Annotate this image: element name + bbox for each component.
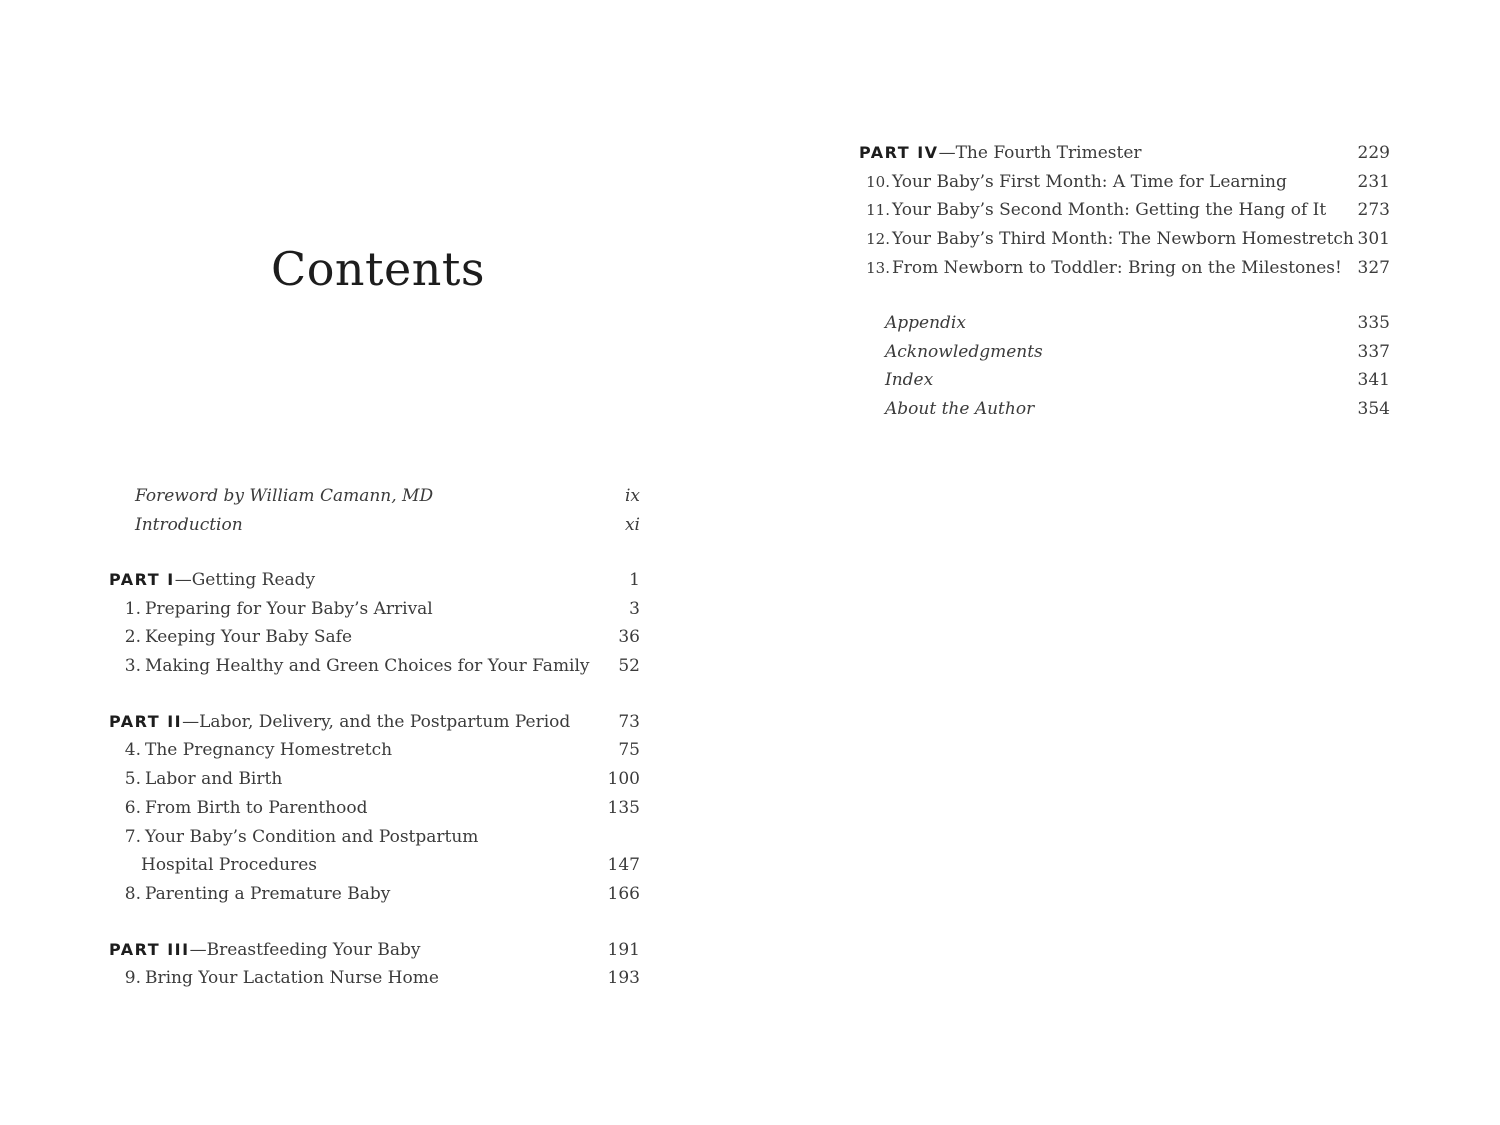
chapter-page: 193	[607, 968, 640, 989]
toc-chapter-4[interactable]	[109, 736, 640, 765]
toc-part-2[interactable]	[109, 708, 640, 737]
toc-entry-foreword[interactable]	[135, 482, 640, 511]
part-page: 229	[1357, 143, 1390, 163]
part-page: 73	[618, 711, 640, 732]
part-label: PART III	[109, 939, 190, 959]
toc-entry-acknowledgments[interactable]	[885, 338, 1390, 367]
chapter-number: 11.	[866, 201, 890, 220]
toc-chapter-5[interactable]	[109, 765, 640, 794]
part-dash: —	[174, 570, 192, 590]
front-matter-list	[135, 482, 640, 539]
entry-page: 341	[1357, 370, 1390, 391]
entry-title: Appendix	[885, 313, 966, 333]
toc-chapter-3[interactable]	[109, 652, 640, 681]
entry-title: About the Author	[885, 399, 1035, 420]
chapter-number: 6.	[124, 797, 141, 818]
chapter-page: 301	[1357, 229, 1390, 250]
chapter-number: 10.	[866, 172, 890, 191]
chapter-number: 9.	[124, 968, 141, 989]
toc-right-column	[859, 139, 1390, 282]
chapter-title: Your Baby’s Condition and Postpartum	[145, 826, 479, 847]
chapter-title: Parenting a Premature Baby	[145, 883, 391, 904]
chapter-number: 7.	[124, 826, 141, 847]
part-dash: —	[189, 939, 207, 960]
chapter-page: 166	[607, 883, 640, 904]
part-page: 191	[607, 939, 640, 960]
part-title: Breastfeeding Your Baby	[206, 939, 421, 960]
part-label: PART IV	[859, 143, 939, 162]
toc-chapter-2[interactable]	[109, 623, 640, 652]
chapter-page: 231	[1357, 171, 1390, 192]
chapter-number: 13.	[866, 258, 890, 277]
entry-page: 337	[1357, 341, 1390, 362]
chapter-title: Your Baby’s Second Month: Getting the Hang of It	[892, 200, 1327, 221]
chapter-page: 52	[618, 656, 640, 677]
part-dash: —	[938, 143, 956, 163]
toc-part-4[interactable]	[859, 139, 1390, 168]
part-page: 1	[629, 570, 640, 590]
chapter-number: 8.	[124, 883, 141, 904]
toc-chapter-11[interactable]	[859, 196, 1390, 225]
chapter-page: 36	[618, 627, 640, 648]
chapter-number: 1.	[124, 598, 141, 619]
toc-chapter-12[interactable]	[859, 225, 1390, 254]
toc-entry-appendix[interactable]	[885, 309, 1390, 338]
toc-chapter-7-continued[interactable]	[109, 851, 640, 880]
toc-chapter-7[interactable]	[109, 823, 640, 852]
entry-page: 335	[1357, 313, 1390, 333]
chapter-number: 2.	[124, 627, 141, 648]
toc-part-3[interactable]	[109, 936, 640, 965]
toc-chapter-10[interactable]	[859, 168, 1390, 197]
entry-title: Acknowledgments	[885, 341, 1043, 362]
part-title: Labor, Delivery, and the Postpartum Period	[199, 711, 571, 732]
chapter-page: 100	[607, 769, 640, 790]
chapter-title: Preparing for Your Baby’s Arrival	[145, 598, 433, 619]
entry-page: 354	[1357, 399, 1390, 420]
entry-title: Introduction	[135, 514, 243, 535]
back-matter-list	[885, 309, 1390, 424]
chapter-page: 273	[1357, 200, 1390, 221]
toc-entry-introduction[interactable]	[135, 511, 640, 540]
chapter-page: 3	[629, 598, 640, 619]
chapter-title: Keeping Your Baby Safe	[145, 627, 353, 648]
toc-left-column	[109, 566, 640, 993]
part-label: PART II	[109, 711, 183, 731]
entry-title: Foreword by William Camann, MD	[135, 486, 434, 506]
toc-chapter-9[interactable]	[109, 964, 640, 993]
chapter-title-continued: Hospital Procedures	[141, 855, 318, 876]
chapter-title: Bring Your Lactation Nurse Home	[145, 968, 439, 989]
chapter-number: 12.	[866, 230, 890, 249]
chapter-title: Labor and Birth	[145, 769, 283, 790]
page-title: Contents	[271, 242, 485, 296]
toc-entry-about-the-author[interactable]	[885, 395, 1390, 424]
toc-chapter-1[interactable]	[109, 595, 640, 624]
chapter-number: 3.	[124, 656, 141, 677]
part-title: The Fourth Trimester	[955, 143, 1142, 163]
part-title: Getting Ready	[191, 570, 316, 590]
toc-chapter-13[interactable]	[859, 254, 1390, 283]
chapter-title: Making Healthy and Green Choices for Your Family	[145, 656, 590, 677]
chapter-page: 147	[607, 855, 640, 876]
chapter-page: 135	[607, 797, 640, 818]
chapter-title: From Newborn to Toddler: Bring on the Milestones!	[892, 257, 1342, 278]
chapter-page: 75	[618, 740, 640, 761]
entry-page: xi	[624, 514, 640, 535]
chapter-title: Your Baby’s Third Month: The Newborn Homestretch	[892, 229, 1354, 250]
part-label: PART I	[109, 570, 175, 589]
toc-chapter-8[interactable]	[109, 880, 640, 909]
chapter-title: From Birth to Parenthood	[145, 797, 368, 818]
toc-part-1[interactable]	[109, 566, 640, 595]
chapter-number: 4.	[124, 740, 141, 761]
entry-title: Index	[885, 370, 934, 391]
chapter-page: 327	[1357, 257, 1390, 278]
toc-entry-index[interactable]	[885, 366, 1390, 395]
part-dash: —	[182, 711, 200, 732]
toc-chapter-6[interactable]	[109, 794, 640, 823]
chapter-title: The Pregnancy Homestretch	[145, 740, 393, 761]
entry-page: ix	[624, 486, 640, 506]
chapter-title: Your Baby’s First Month: A Time for Learning	[892, 171, 1287, 192]
chapter-number: 5.	[124, 769, 141, 790]
